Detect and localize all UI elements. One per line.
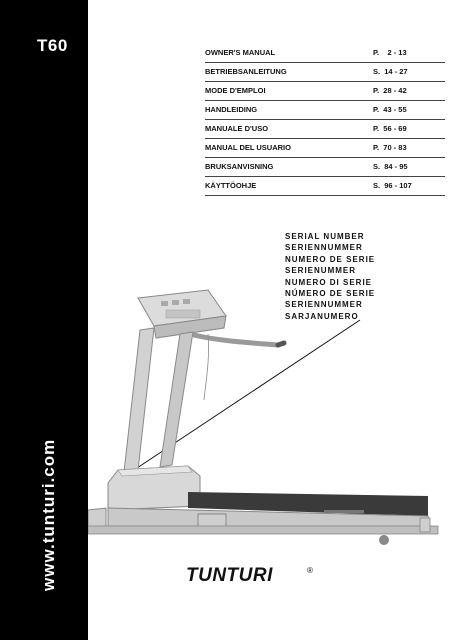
- serial-label: NUMERO DI SERIE: [285, 277, 373, 287]
- model-name: T60: [37, 36, 68, 55]
- toc-row[interactable]: [205, 44, 445, 63]
- toc-row[interactable]: [205, 63, 445, 82]
- serial-label: SARJANUMERO: [285, 311, 359, 321]
- toc-title: MANUALE D'USO: [205, 124, 269, 133]
- toc-row[interactable]: [205, 139, 445, 158]
- treadmill-illustration: [88, 270, 443, 560]
- tunturi-logo: TUNTURI: [186, 565, 273, 586]
- serial-label: NÚMERO DE SERIE: [285, 289, 376, 299]
- toc-row[interactable]: [205, 82, 445, 101]
- toc-pages: S. 14 - 27: [373, 67, 408, 76]
- toc-title: BETRIEBSANLEITUNG: [205, 67, 287, 76]
- serial-label: SERIENUMMER: [285, 266, 357, 276]
- website-url: www.tunturi.com: [39, 438, 58, 591]
- registered-mark: ®: [307, 566, 313, 575]
- toc-pages: S. 96 - 107: [373, 181, 412, 190]
- toc-title: HANDLEIDING: [205, 105, 258, 114]
- toc-row[interactable]: [205, 120, 445, 139]
- serial-label: NUMERO DE SERIE: [285, 254, 376, 264]
- toc-row[interactable]: [205, 101, 445, 120]
- toc-title: BRUKSANVISNING: [205, 162, 274, 171]
- serial-label: SERIENNUMMER: [285, 243, 363, 253]
- left-upright: [124, 328, 154, 472]
- toc-pages: P. 56 - 69: [373, 124, 407, 133]
- table-of-contents: [205, 44, 445, 196]
- handrail: [190, 334, 278, 345]
- toc-row[interactable]: [205, 158, 445, 177]
- toc-row[interactable]: [205, 177, 445, 196]
- rear-wheel: [379, 535, 389, 545]
- toc-title: OWNER'S MANUAL: [205, 48, 276, 57]
- toc-title: KÄYTTÖOHJE: [205, 181, 257, 190]
- sidebar: [0, 0, 88, 640]
- right-upright: [160, 332, 193, 467]
- toc-pages: P. 2 - 13: [373, 48, 407, 57]
- toc-pages: P. 28 - 42: [373, 86, 407, 95]
- toc-pages: P. 43 - 55: [373, 105, 407, 114]
- serial-label: SERIENNUMMER: [285, 300, 363, 310]
- toc-pages: S. 84 - 95: [373, 162, 408, 171]
- toc-pages: P. 70 - 83: [373, 143, 407, 152]
- toc-title: MODE D'EMPLOI: [205, 86, 266, 95]
- toc-title: MANUAL DEL USUARIO: [205, 143, 291, 152]
- serial-label: SERIAL NUMBER: [285, 232, 365, 241]
